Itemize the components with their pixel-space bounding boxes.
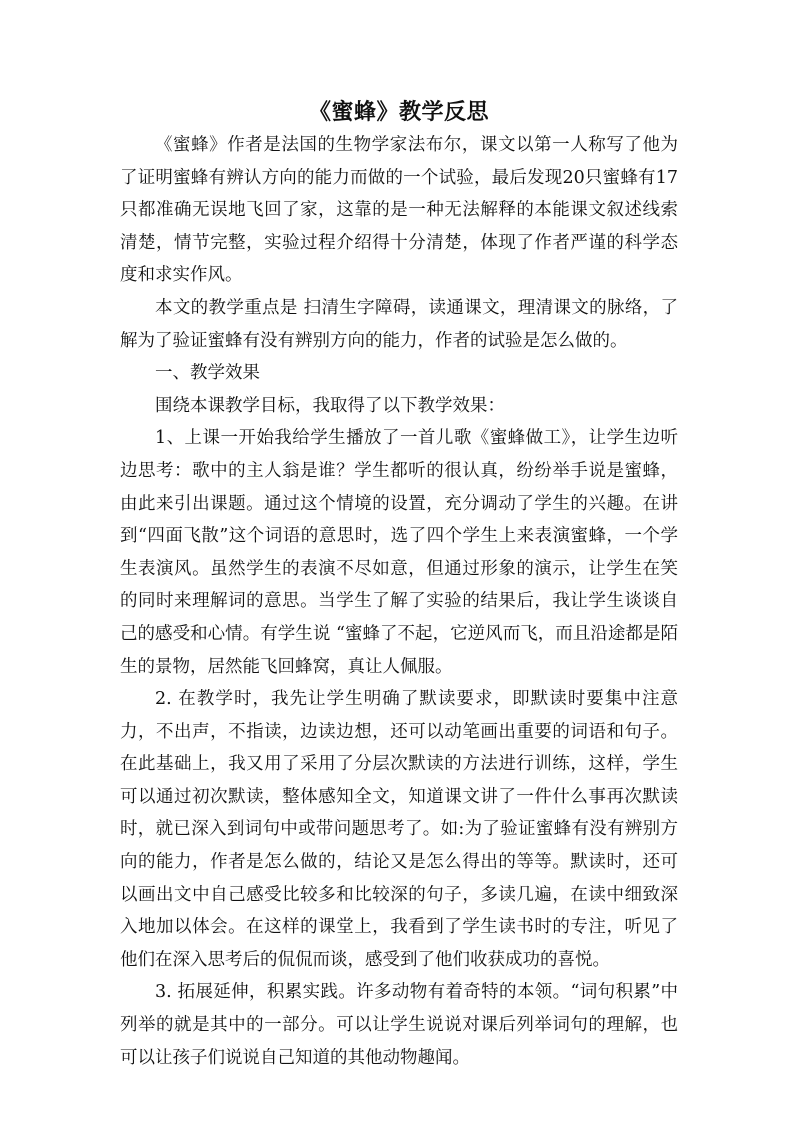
point-paragraph-3: 3. 拓展延伸，积累实践。许多动物有着奇特的本领。“词句积累”中列举的就是其中的一部分。可以让学生说说对课后列举词句的理解，也可以让孩子们说说自己知道的其他动物趣闻。	[120, 982, 678, 1068]
intro-paragraph-2: 本文的教学重点是 扫清生字障碍，读通课文，理清课文的脉络，了解为了验证蜜蜂有没有辨别方向的能力，作者的试验是怎么做的。	[120, 297, 678, 351]
point-paragraph-1: 1、上课一开始我给学生播放了一首儿歌《蜜蜂做工》，让学生边听边思考：歌中的主人翁是谁？学生都听的很认真，纷纷举手说是蜜蜂，由此来引出课题。通过这个情境的设置，充分调动了学生的兴趣。在讲到“四面飞散”这个词语的意思时，选了四个学生上来表演蜜蜂，一个学生表演风。虽然学生的表演不尽如意，但通过形象的演示，让学生在笑的同时来理解词的意思。当学生了解了实验的结果后，我让学生谈谈自己的感受和心情。有学生说 “蜜蜂了不起，它逆风而飞，而且沿途都是陌生的景物，居然能飞回蜂窝，真让人佩服。	[120, 428, 678, 677]
document-title: 《蜜蜂》教学反思	[308, 99, 489, 125]
section-heading: 一、教学效果	[155, 363, 260, 384]
section-intro: 围绕本课教学目标，我取得了以下教学效果：	[155, 395, 505, 416]
point-paragraph-2: 2. 在教学时，我先让学生明确了默读要求，即默读时要集中注意力，不出声，不指读，边读边想，还可以动笔画出重要的词语和句子。在此基础上，我又用了采用了分层次默读的方法进行训练，这样，学生可以通过初次默读，整体感知全文，知道课文讲了一件什么事再次默读时，就已深入到词句中或带问题思考了。如:为了验证蜜蜂有没有辨别方向的能力，作者是怎么做的，结论又是怎么得出的等等。默读时，还可以画出文中自己感受比较多和比较深的句子，多读几遍，在读中细致深入地加以体会。在这样的课堂上，我看到了学生读书时的专注，听见了他们在深入思考后的侃侃而谈，感受到了他们收获成功的喜悦。	[120, 689, 678, 970]
intro-paragraph-1: 《蜜蜂》作者是法国的生物学家法布尔，课文以第一人称写了他为了证明蜜蜂有辨认方向的能力而做的一个试验，最后发现20只蜜蜂有17 只都准确无误地飞回了家，这靠的是一种无法解释的本能课文叙述线索清楚，情节完整，实验过程介绍得十分清楚，体现了作者严谨的科学态度和求实作风。	[120, 135, 678, 286]
